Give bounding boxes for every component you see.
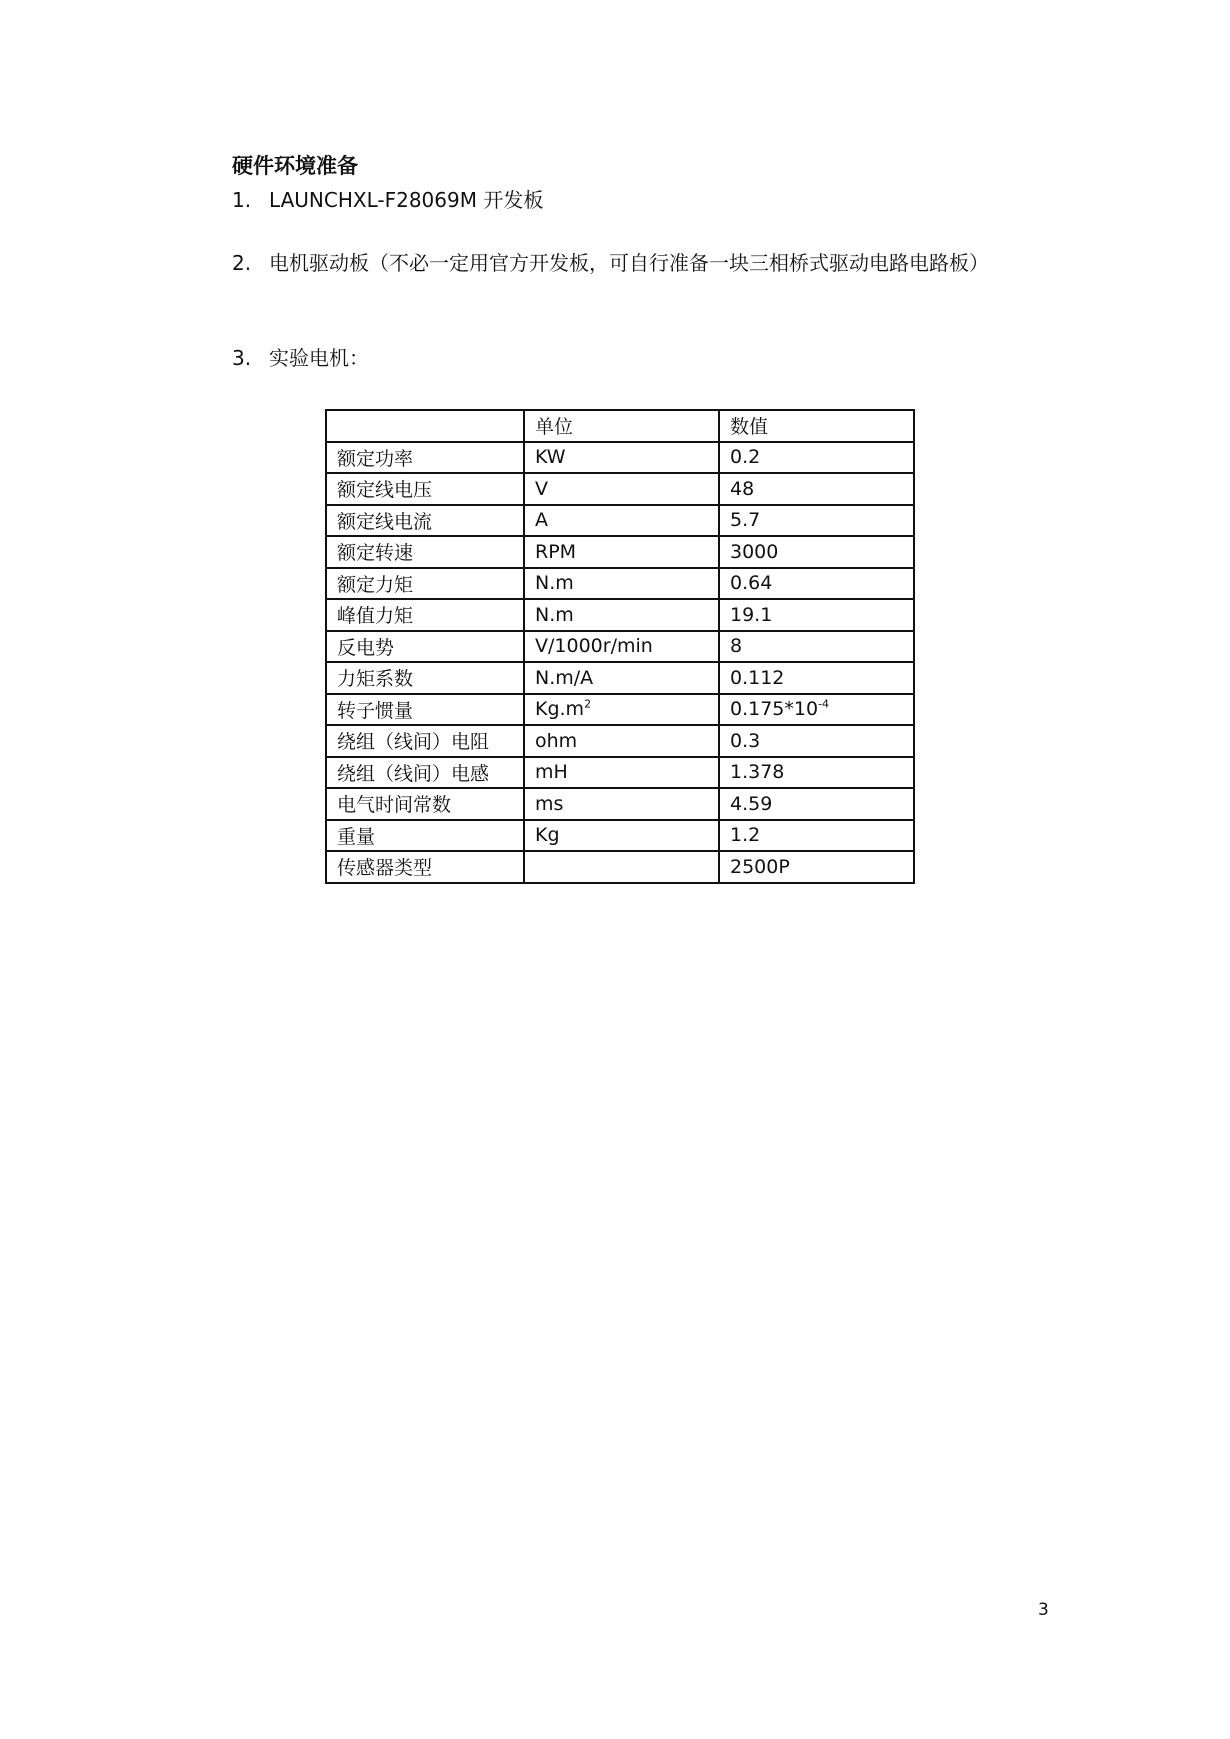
param-cell: 额定功率 bbox=[326, 442, 524, 474]
unit-cell: mH bbox=[524, 757, 719, 789]
unit-cell: N.m bbox=[524, 599, 719, 631]
value-cell bbox=[719, 694, 914, 726]
section-title: 硬件环境准备 bbox=[232, 154, 358, 178]
table-row bbox=[326, 599, 914, 631]
table-row bbox=[326, 631, 914, 663]
table-row bbox=[326, 694, 914, 726]
value-cell: 0.3 bbox=[719, 725, 914, 757]
value-cell: 2500P bbox=[719, 851, 914, 883]
table-row bbox=[326, 505, 914, 537]
value-cell: 0.112 bbox=[719, 662, 914, 694]
table-row bbox=[326, 757, 914, 789]
param-cell: 力矩系数 bbox=[326, 662, 524, 694]
unit-cell: N.m/A bbox=[524, 662, 719, 694]
motor-spec-table bbox=[325, 409, 915, 884]
unit-cell: Kg bbox=[524, 820, 719, 852]
header-cell: 单位 bbox=[524, 410, 719, 442]
table-row bbox=[326, 568, 914, 600]
unit-cell: V/1000r/min bbox=[524, 631, 719, 663]
unit-text: Kg.m bbox=[535, 698, 585, 721]
value-cell: 4.59 bbox=[719, 788, 914, 820]
unit-cell: ohm bbox=[524, 725, 719, 757]
param-cell: 电气时间常数 bbox=[326, 788, 524, 820]
page-number: 3 bbox=[1038, 1600, 1049, 1620]
value-cell: 1.2 bbox=[719, 820, 914, 852]
value-cell: 19.1 bbox=[719, 599, 914, 631]
param-cell: 额定力矩 bbox=[326, 568, 524, 600]
unit-cell: ms bbox=[524, 788, 719, 820]
header-cell bbox=[326, 410, 524, 442]
table-row bbox=[326, 442, 914, 474]
value-cell: 48 bbox=[719, 473, 914, 505]
param-cell: 反电势 bbox=[326, 631, 524, 663]
unit-cell: KW bbox=[524, 442, 719, 474]
table-header-row bbox=[326, 410, 914, 442]
table-row bbox=[326, 473, 914, 505]
table-row bbox=[326, 536, 914, 568]
value-superscript: -4 bbox=[818, 697, 830, 711]
list-text: LAUNCHXL-F28069M 开发板 bbox=[269, 188, 544, 212]
unit-superscript: 2 bbox=[584, 697, 592, 711]
unit-cell: RPM bbox=[524, 536, 719, 568]
value-cell: 0.2 bbox=[719, 442, 914, 474]
header-cell: 数值 bbox=[719, 410, 914, 442]
param-cell: 峰值力矩 bbox=[326, 599, 524, 631]
list-number: 1. bbox=[232, 188, 252, 212]
param-cell: 转子惯量 bbox=[326, 694, 524, 726]
value-cell: 8 bbox=[719, 631, 914, 663]
value-cell: 3000 bbox=[719, 536, 914, 568]
param-cell: 额定线电流 bbox=[326, 505, 524, 537]
param-cell: 额定转速 bbox=[326, 536, 524, 568]
param-cell: 额定线电压 bbox=[326, 473, 524, 505]
param-cell: 重量 bbox=[326, 820, 524, 852]
value-cell: 5.7 bbox=[719, 505, 914, 537]
param-cell: 绕组（线间）电阻 bbox=[326, 725, 524, 757]
table-row bbox=[326, 788, 914, 820]
list-number: 2. bbox=[232, 251, 252, 275]
value-text: 0.175*10 bbox=[730, 698, 819, 721]
unit-cell: N.m bbox=[524, 568, 719, 600]
unit-cell: A bbox=[524, 505, 719, 537]
table-row bbox=[326, 662, 914, 694]
unit-cell bbox=[524, 694, 719, 726]
param-cell: 传感器类型 bbox=[326, 851, 524, 883]
table-row bbox=[326, 820, 914, 852]
list-text: 电机驱动板（不必一定用官方开发板，可自行准备一块三相桥式驱动电路电路板） bbox=[269, 251, 989, 275]
value-cell: 0.64 bbox=[719, 568, 914, 600]
list-text: 实验电机： bbox=[269, 346, 369, 370]
table-row bbox=[326, 725, 914, 757]
list-number: 3. bbox=[232, 346, 252, 370]
value-cell: 1.378 bbox=[719, 757, 914, 789]
param-cell: 绕组（线间）电感 bbox=[326, 757, 524, 789]
unit-cell bbox=[524, 851, 719, 883]
unit-cell: V bbox=[524, 473, 719, 505]
table-row bbox=[326, 851, 914, 883]
